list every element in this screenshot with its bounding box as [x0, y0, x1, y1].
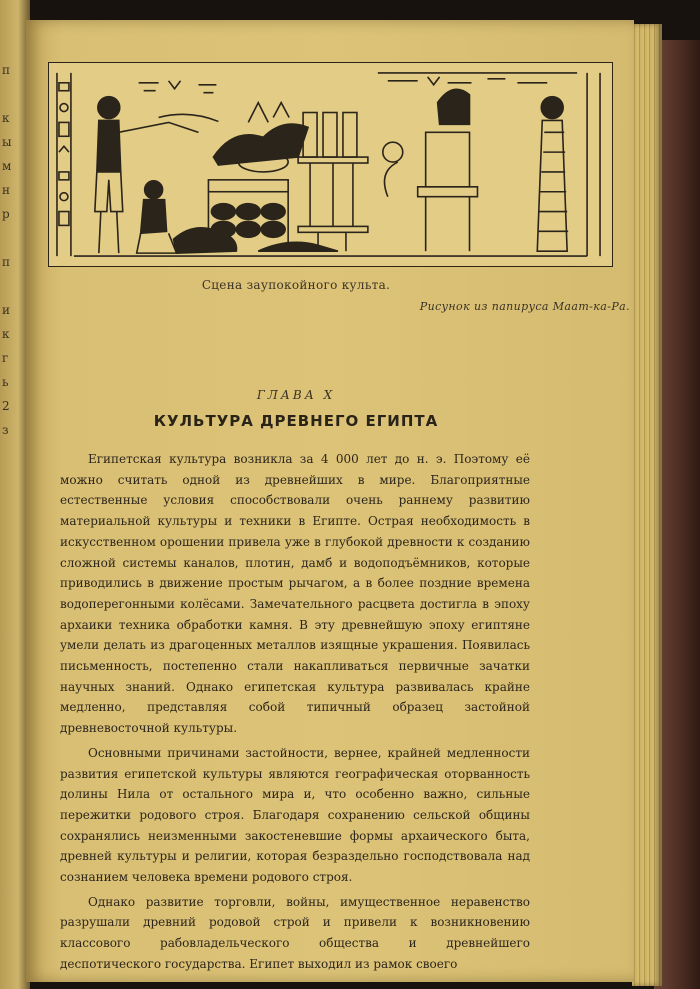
figure-caption: Сцена заупокойного культа. — [201, 278, 391, 292]
paragraph-3: Однако развитие торговли, войны, имущественное неравенство разрушали древний родовой строй и привели к возникновению классового рабовладельческого общества и древнейшего деспотического государства. Египет выходил из рамок своего — [60, 894, 530, 971]
figure-source: Рисунок из папируса Маат-ка-Ра. — [419, 300, 630, 313]
paragraph-2: Основными причинами застойности, вернее, крайней медленности развития египетской культуры являются географическая оторванность долины Нила от остального мира и, что особенно важно, сильные пережитки родового строя. Благодаря сохранению сельской общины сохранялись неизменными закостеневшие формы архаического быта, древней культуры и религии, которая безраздельно господствовала над сознанием человека времени родового строя. — [60, 745, 530, 885]
chapter-label: ГЛАВА X — [256, 388, 336, 402]
page-edges — [632, 24, 662, 986]
chapter-title: КУЛЬТУРА ДРЕВНЕГО ЕГИПТА — [153, 412, 439, 430]
body-text — [60, 449, 530, 979]
left-page-text-fragments: п к ы м н р п и к г ь 2 з — [2, 63, 12, 437]
egyptian-funerary-scene-icon — [49, 63, 612, 266]
book-page — [26, 20, 634, 982]
paragraph-1: Египетская культура возникла за 4 000 лет до н. э. Поэтому её можно считать одной из древнейших в мире. Благоприятные естественные условия способствовали очень раннему развитию материальной культуры и техники в Египте. Острая необходимость в искусственном орошении привела уже в глубокой древности к созданию сложной системы каналов, плотин, дамб и водоподъёмников, которые приводились в движение простым рычагом, а в более поздние времена водоперегонными колёсами. Замечательного расцвета достигла в эпоху архаики техника обработки камня. В эту древнейшую эпоху египтяне умели делать из драгоценных металлов изящные украшения. Появилась письменность, постепенно стали накапливаться первичные зачатки научных знаний. Однако египетская культура развивалась крайне медленно, представляя собой типичный образец застойной древневосточной культуры. — [60, 452, 530, 736]
illustration-frame — [48, 62, 613, 267]
